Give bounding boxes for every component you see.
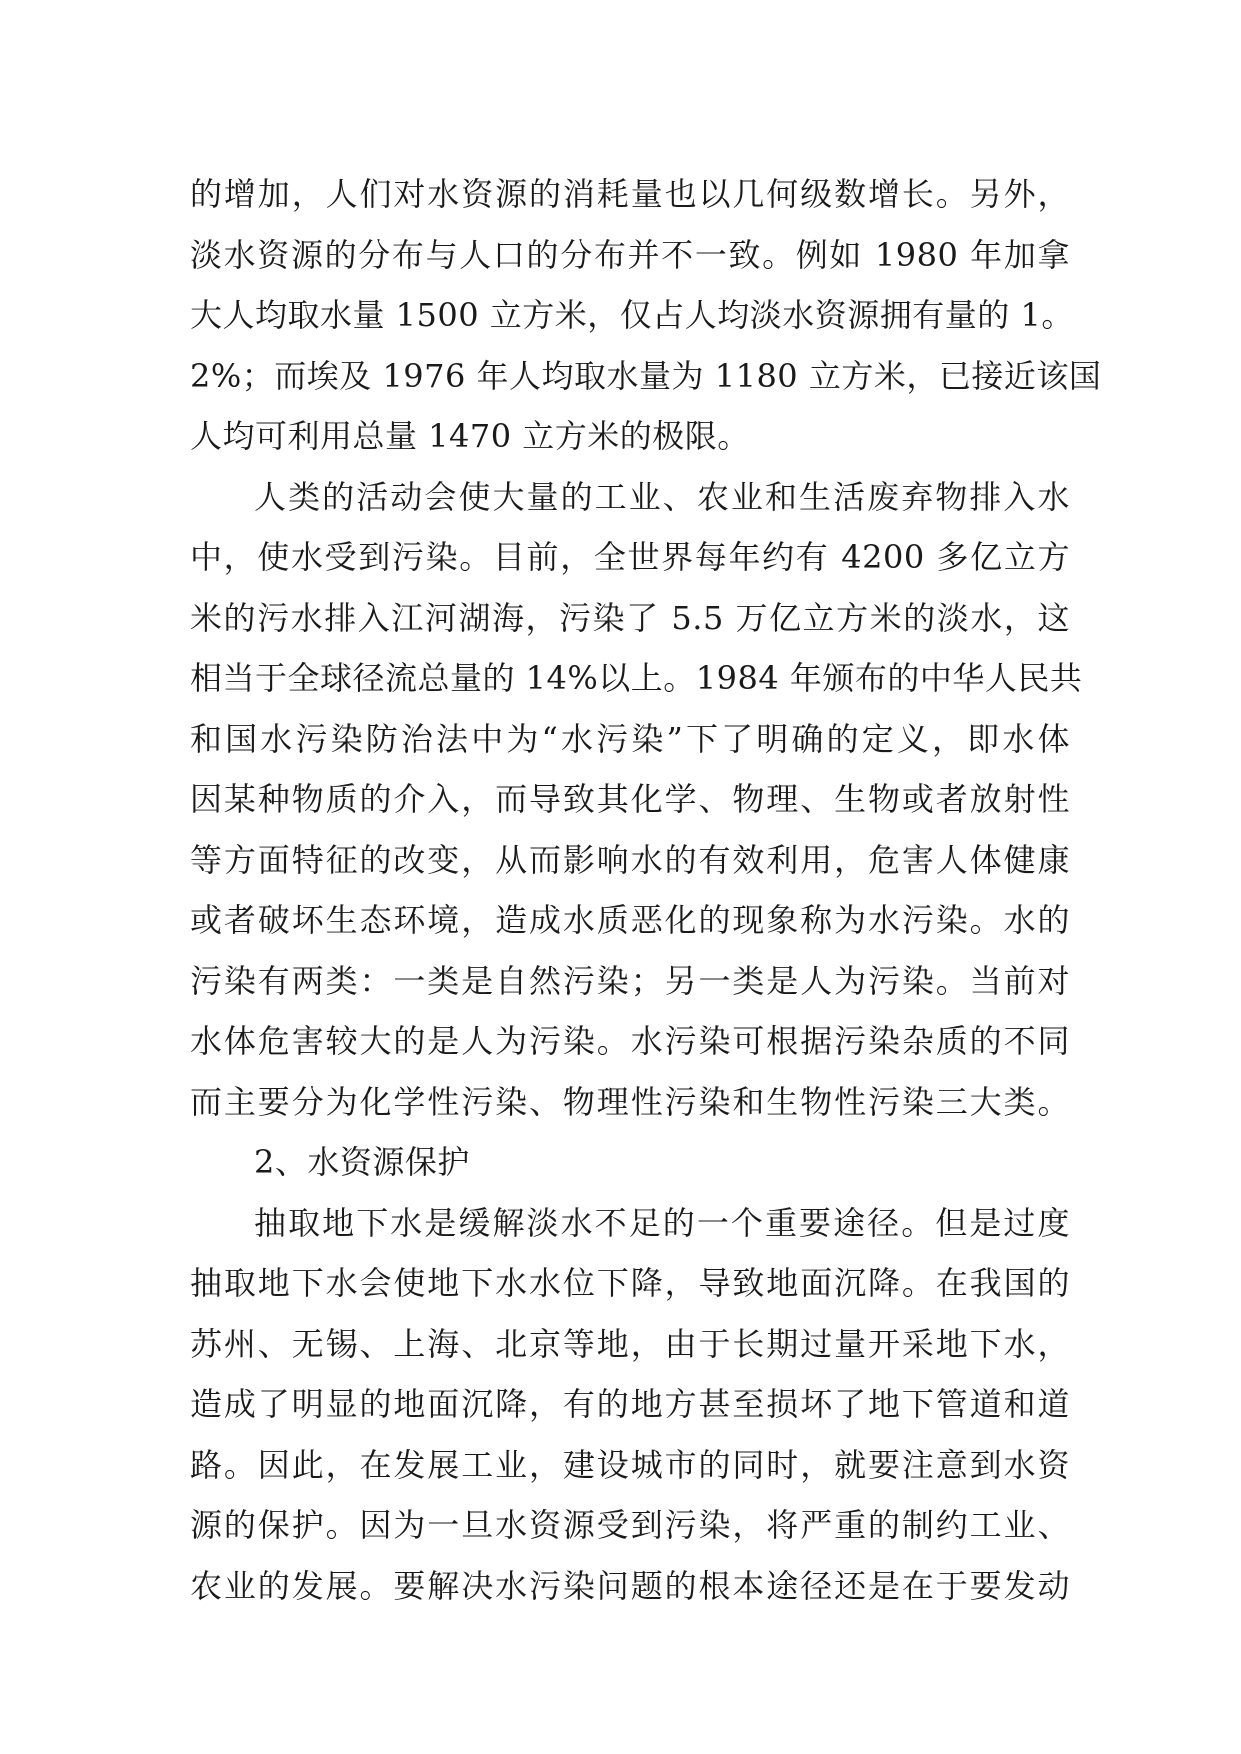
text-line: 路。因此，在发展工业，建设城市的同时，就要注意到水资 [190,1445,1070,1484]
text-line: 米的污水排入江河湖海，污染了 5.5 万亿立方米的淡水，这 [190,598,1070,637]
text-line: 而主要分为化学性污染、物理性污染和生物性污染三大类。 [190,1082,1070,1121]
text-line: 的增加，人们对水资源的消耗量也以几何级数增长。另外， [190,175,1070,213]
text-line: 2%；而埃及 1976 年人均取水量为 1180 立方米，已接近该国 [190,356,1102,395]
text-line: 农业的发展。要解决水污染问题的根本途径还是在于要发动 [190,1566,1070,1605]
section-heading: 2、水资源保护 [254,1143,470,1181]
text-line: 或者破坏生态环境，造成水质恶化的现象称为水污染。水的 [190,901,1070,939]
text-line: 水体危害较大的是人为污染。水污染可根据污染杂质的不同 [190,1022,1070,1060]
text-line: 大人均取水量 1500 立方米，仅占人均淡水资源拥有量的 1。 [190,296,1074,334]
text-line: 人类的活动会使大量的工业、农业和生活废弃物排入水 [254,477,1070,516]
text-line: 污染有两类：一类是自然污染；另一类是人为污染。当前对 [190,961,1070,1000]
text-line: 中，使水受到污染。目前，全世界每年约有 4200 多亿立方 [190,538,1070,576]
text-line: 因某种物质的介入，而导致其化学、物理、生物或者放射性 [190,780,1070,818]
text-line: 相当于全球径流总量的 14%以上。1984 年颁布的中华人民共 [190,659,1083,697]
text-line: 淡水资源的分布与人口的分布并不一致。例如 1980 年加拿 [190,235,1070,274]
text-line: 源的保护。因为一旦水资源受到污染，将严重的制约工业、 [190,1506,1070,1544]
text-line: 人均可利用总量 1470 立方米的极限。 [190,417,750,455]
text-line: 和国水污染防治法中为“水污染”下了明确的定义，即水体 [190,719,1070,758]
body-text [190,164,1102,1616]
text-line: 抽取地下水是缓解淡水不足的一个重要途径。但是过度 [254,1203,1070,1242]
text-line: 苏州、无锡、上海、北京等地，由于长期过量开采地下水， [190,1324,1070,1363]
text-line: 等方面特征的改变，从而影响水的有效利用，危害人体健康 [190,840,1070,879]
text-line: 抽取地下水会使地下水水位下降，导致地面沉降。在我国的 [190,1264,1070,1302]
text-line: 造成了明显的地面沉降，有的地方甚至损坏了地下管道和道 [190,1385,1070,1423]
